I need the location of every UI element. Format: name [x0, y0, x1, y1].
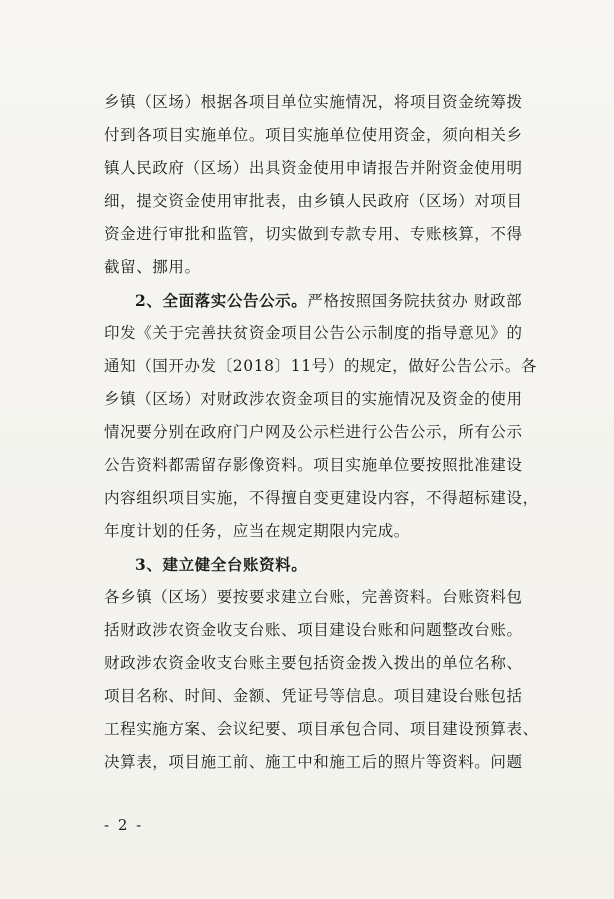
text-line: 乡镇（区场）对财政涉农资金项目的实施情况及资金的使用	[104, 390, 523, 408]
text-line: 通知（国开办发〔2018〕11号）的规定，做好公告公示。各	[104, 357, 538, 375]
text-line: 付到各项目实施单位。项目实施单位使用资金，须向相关乡	[104, 126, 523, 144]
section-heading-line	[104, 284, 534, 317]
text-line: 镇人民政府（区场）出具资金使用申请报告并附资金使用明	[104, 159, 523, 177]
text-line: 乡镇（区场）根据各项目单位实施情况，将项目资金统筹拨	[104, 93, 523, 111]
text-line: 项目名称、时间、金额、凭证号等信息。项目建设台账包括	[104, 687, 523, 705]
text-line: 财政涉农资金收支台账主要包括资金拨入拨出的单位名称、	[104, 654, 523, 672]
text-line: 年度计划的任务，应当在规定期限内完成。	[104, 522, 410, 540]
text-line: 括财政涉农资金收支台账、项目建设台账和问题整改台账。	[104, 621, 523, 639]
text-line: 截留、挪用。	[104, 258, 201, 276]
text-line: 细，提交资金使用审批表，由乡镇人民政府（区场）对项目	[104, 192, 523, 210]
text-fragment: 严格按照国务院扶贫办 财政部	[307, 292, 523, 310]
text-line: 资金进行审批和监管，切实做到专款专用、专账核算，不得	[104, 225, 523, 243]
page-number: - 2 -	[104, 816, 144, 834]
text-line: 内容组织项目实施，不得擅自变更建设内容，不得超标建设，	[104, 489, 539, 507]
paragraph-1	[104, 86, 534, 284]
text-line: 决算表，项目施工前、施工中和施工后的照片等资料。问题	[104, 753, 523, 771]
text-line: 工程实施方案、会议纪要、项目承包合同、项目建设预算表、	[104, 720, 539, 738]
document-body	[104, 86, 539, 779]
text-line: 印发《关于完善扶贫资金项目公告公示制度的指导意见》的	[104, 324, 523, 342]
paragraph-2	[104, 284, 539, 548]
text-line: 公告资料都需留存影像资料。项目实施单位要按照批准建设	[104, 456, 523, 474]
text-line: 情况要分别在政府门户网及公示栏进行公告公示，所有公示	[104, 423, 523, 441]
text-line: 各乡镇（区场）要按要求建立台账，完善资料。台账资料包	[104, 588, 523, 606]
section-heading: 2、全面落实公告公示。	[135, 291, 308, 310]
section-heading: 3、建立健全台账资料。	[135, 555, 308, 574]
paragraph-3	[104, 548, 539, 779]
